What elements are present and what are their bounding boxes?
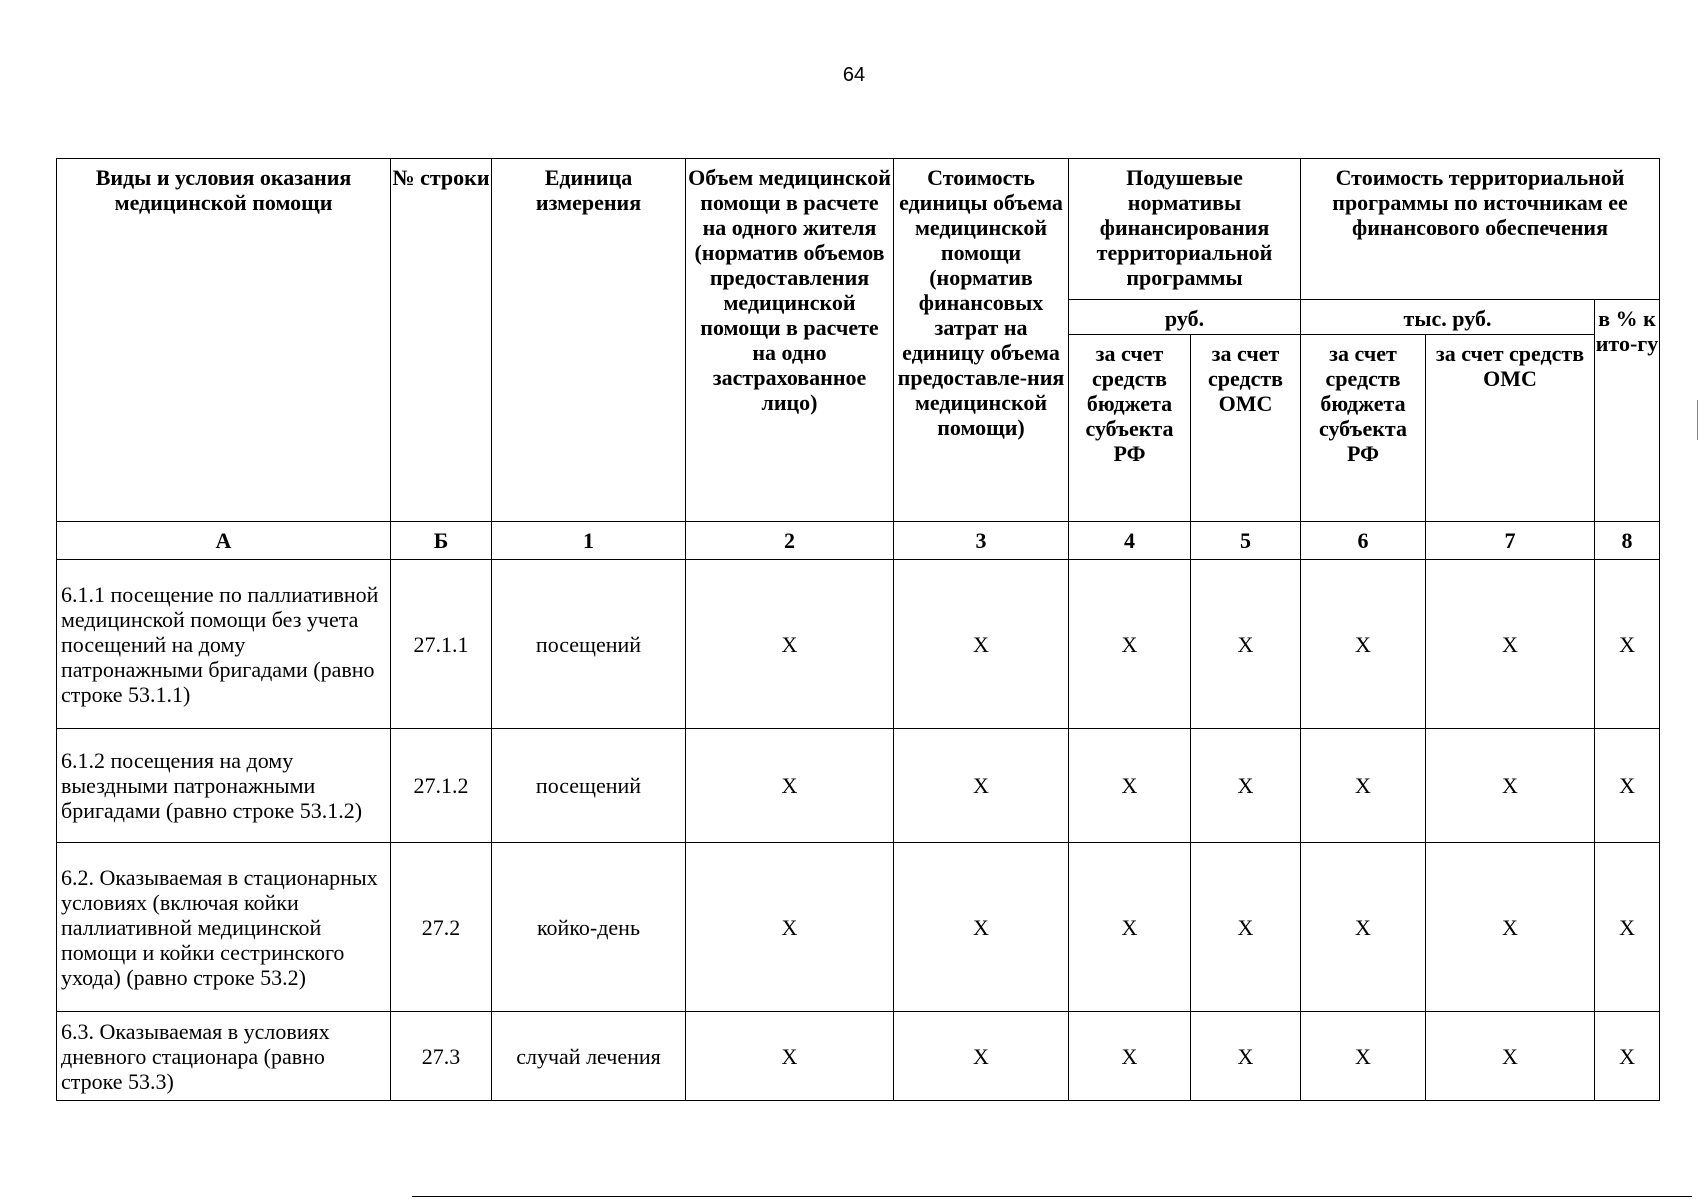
col-index-5: 5 (1191, 522, 1301, 560)
row-cell-cost-oms: X (1426, 1012, 1595, 1101)
row-unit: случай лечения (492, 1012, 686, 1101)
row-unit: койко-день (492, 843, 686, 1012)
table-row (57, 843, 1660, 1012)
header-col-6: за счет средств бюджета субъекта РФ (1301, 335, 1426, 522)
row-unit: посещений (492, 729, 686, 843)
row-cell-per-capita-oms: X (1191, 729, 1301, 843)
col-index-6: 6 (1301, 522, 1426, 560)
col-index-7: 7 (1426, 522, 1595, 560)
row-cell-percent: X (1595, 1012, 1660, 1101)
row-cell-volume: X (686, 729, 894, 843)
row-cell-per-capita-oms: X (1191, 1012, 1301, 1101)
row-cell-unit-cost: X (894, 560, 1069, 729)
row-cell-volume: X (686, 843, 894, 1012)
margin-mark (1697, 400, 1698, 440)
table-row (57, 1012, 1660, 1101)
header-col-4: за счет средств бюджета субъекта РФ (1069, 335, 1191, 522)
header-col-1: Единица измерения (492, 159, 686, 522)
row-cell-unit-cost: X (894, 729, 1069, 843)
row-description: 6.1.2 посещения на дому выездными патронажными бригадами (равно строке 53.1.2) (57, 729, 391, 843)
col-index-1: 1 (492, 522, 686, 560)
row-description: 6.2. Оказываемая в стационарных условиях (включая койки паллиативной медицинской помощи и койки сестринского ухода) (равно строке 53.2) (57, 843, 391, 1012)
col-index-4: 4 (1069, 522, 1191, 560)
row-line-number: 27.2 (391, 843, 492, 1012)
row-line-number: 27.1.2 (391, 729, 492, 843)
row-cell-cost-budget: X (1301, 843, 1426, 1012)
bottom-rule (412, 1196, 1692, 1197)
row-cell-percent: X (1595, 560, 1660, 729)
row-cell-volume: X (686, 1012, 894, 1101)
header-col-7: за счет средств ОМС (1426, 335, 1595, 522)
header-col-2: Объем медицинской помощи в расчете на одного жителя (норматив объемов предоставления медицинской помощи в расчете на одно застрахованное лицо) (686, 159, 894, 522)
row-cell-per-capita-budget: X (1069, 843, 1191, 1012)
row-cell-percent: X (1595, 729, 1660, 843)
row-cell-cost-oms: X (1426, 843, 1595, 1012)
row-cell-cost-oms: X (1426, 729, 1595, 843)
row-cell-unit-cost: X (894, 843, 1069, 1012)
header-col-5: за счет средств ОМС (1191, 335, 1301, 522)
col-index-a: А (57, 522, 391, 560)
col-index-8: 8 (1595, 522, 1660, 560)
header-percent-total: в % к ито-гу (1595, 300, 1660, 522)
row-cell-cost-budget: X (1301, 560, 1426, 729)
row-cell-per-capita-oms: X (1191, 560, 1301, 729)
row-unit: посещений (492, 560, 686, 729)
header-col-a: Виды и условия оказания медицинской помощи (57, 159, 391, 522)
row-cell-per-capita-budget: X (1069, 560, 1191, 729)
col-index-3: 3 (894, 522, 1069, 560)
row-cell-per-capita-budget: X (1069, 1012, 1191, 1101)
financing-table (56, 158, 1660, 1101)
row-cell-cost-budget: X (1301, 729, 1426, 843)
row-line-number: 27.1.1 (391, 560, 492, 729)
row-line-number: 27.3 (391, 1012, 492, 1101)
row-cell-unit-cost: X (894, 1012, 1069, 1101)
row-cell-cost-oms: X (1426, 560, 1595, 729)
col-index-b: Б (391, 522, 492, 560)
header-col-3: Стоимость единицы объема медицинской помощи (норматив финансовых затрат на единицу объема предоставле-ния медицинской помощи) (894, 159, 1069, 522)
row-cell-per-capita-budget: X (1069, 729, 1191, 843)
row-cell-per-capita-oms: X (1191, 843, 1301, 1012)
row-cell-volume: X (686, 560, 894, 729)
table-row (57, 729, 1660, 843)
table-row (57, 560, 1660, 729)
page-number: 64 (842, 64, 866, 86)
col-index-2: 2 (686, 522, 894, 560)
row-description: 6.1.1 посещение по паллиативной медицинской помощи без учета посещений на дому патронажными бригадами (равно строке 53.1.1) (57, 560, 391, 729)
header-unit-thousand-rub: тыс. руб. (1301, 300, 1595, 335)
row-description: 6.3. Оказываемая в условиях дневного стационара (равно строке 53.3) (57, 1012, 391, 1101)
header-group-cost: Стоимость территориальной программы по источникам ее финансового обеспечения (1301, 159, 1660, 300)
row-cell-cost-budget: X (1301, 1012, 1426, 1101)
row-cell-percent: X (1595, 843, 1660, 1012)
header-col-b: № строки (391, 159, 492, 522)
header-group-per-capita: Подушевые нормативы финансирования территориальной программы (1069, 159, 1301, 300)
header-unit-rub: руб. (1069, 300, 1301, 335)
